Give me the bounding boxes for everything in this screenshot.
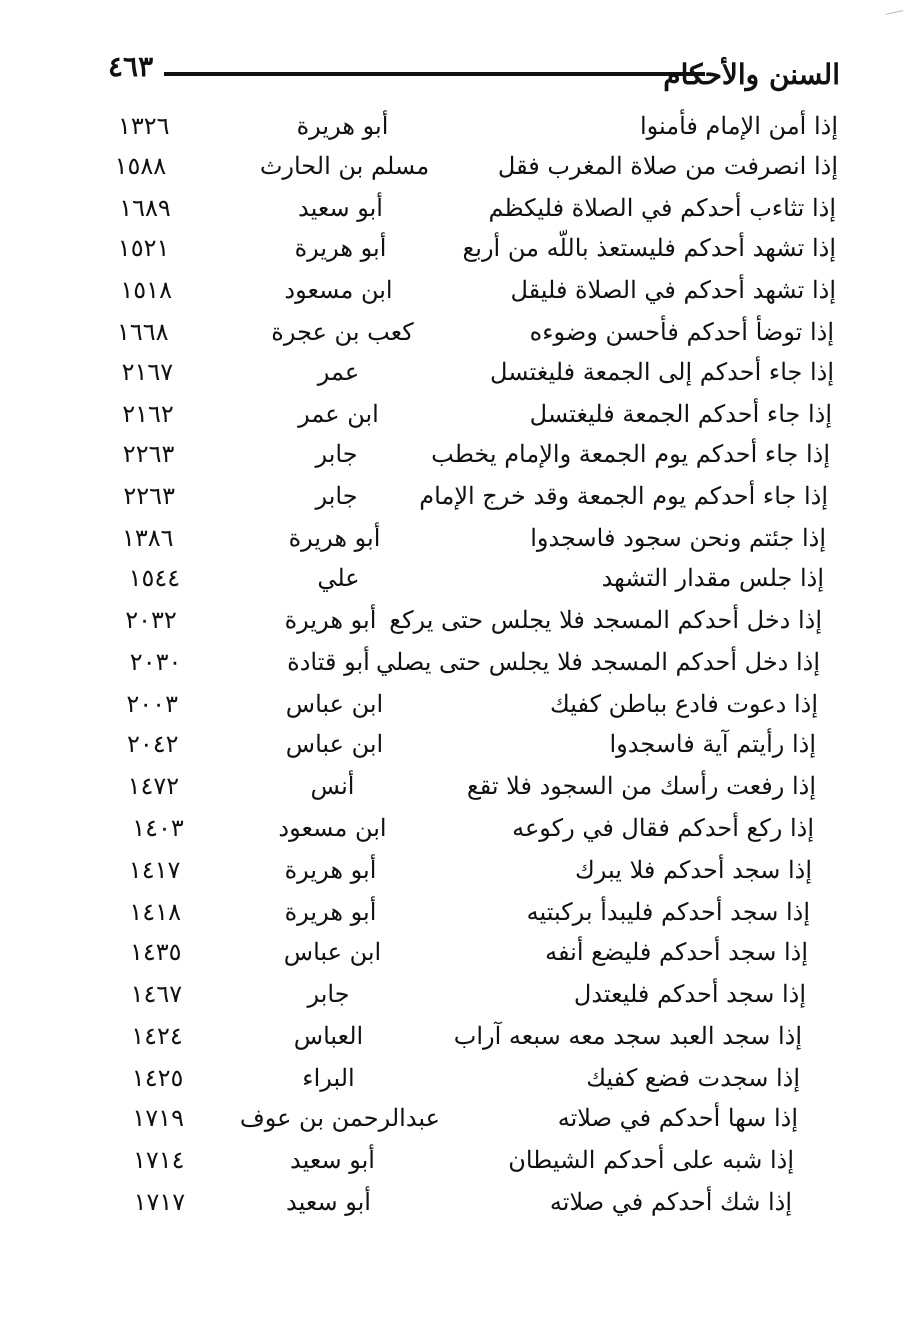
list-item: [0, 564, 916, 604]
hadith-number: ١٥٤٤: [128, 564, 181, 592]
hadith-text: إذا توضأ أحدكم فأحسن وضوءه: [529, 318, 834, 346]
hadith-text: إذا شك أحدكم في صلاته: [549, 1188, 792, 1216]
hadith-text: إذا جاء أحدكم يوم الجمعة وقد خرج الإمام: [419, 482, 828, 510]
list-item: [0, 400, 916, 440]
narrator-name: أبو هريرة: [284, 856, 377, 884]
hadith-text: إذا دخل أحدكم المسجد فلا يجلس حتى يركع: [389, 606, 822, 634]
hadith-text: إذا سها أحدكم في صلاته: [557, 1104, 798, 1132]
narrator-name: ابن عباس: [283, 938, 382, 966]
list-item: [0, 318, 916, 358]
narrator-name: عبدالرحمن بن عوف: [239, 1104, 440, 1132]
list-item: [0, 980, 916, 1020]
list-item: [0, 482, 916, 522]
narrator-name: أبو هريرة: [284, 898, 377, 926]
page-number: ٤٦٣: [108, 50, 154, 83]
hadith-number: ١٦٦٨: [117, 318, 169, 346]
hadith-number: ١٤٠٣: [132, 814, 184, 842]
hadith-text: إذا جاء أحدكم إلى الجمعة فليغتسل: [490, 358, 834, 386]
narrator-name: جابر: [315, 440, 358, 468]
header-rule: [164, 72, 705, 76]
hadith-text: إذا دعوت فادع بباطن كفيك: [550, 690, 818, 718]
hadith-number: ١٧١٩: [132, 1104, 184, 1132]
list-item: [0, 1064, 916, 1104]
narrator-name: ابن مسعود: [278, 814, 387, 842]
list-item: [0, 194, 916, 234]
hadith-text: إذا أمن الإمام فأمنوا: [639, 112, 838, 140]
hadith-text: إذا تشهد أحدكم فليستعذ باللّه من أربع: [462, 234, 836, 262]
narrator-name: كعب بن عجرة: [271, 318, 414, 346]
hadith-number: ٢٠٣٢: [125, 606, 177, 634]
list-item: [0, 690, 916, 730]
hadith-text: إذا تثاءب أحدكم في الصلاة فليكظم: [488, 194, 836, 222]
list-item: [0, 772, 916, 812]
narrator-name: أبو سعيد: [290, 1146, 375, 1174]
running-title: السنن والأحكام: [663, 58, 840, 91]
list-item: [0, 358, 916, 398]
hadith-text: إذا سجد أحدكم فليضع أنفه: [545, 938, 808, 966]
hadith-number: ١٤٢٥: [131, 1064, 184, 1092]
hadith-text: إذا سجد أحدكم فليعتدل: [573, 980, 806, 1008]
narrator-name: علي: [317, 564, 360, 592]
hadith-text: إذا جاء أحدكم الجمعة فليغتسل: [529, 400, 832, 428]
hadith-text: إذا جئتم ونحن سجود فاسجدوا: [530, 524, 826, 552]
narrator-name: العباس: [293, 1022, 364, 1050]
hadith-number: ١٤٢٤: [131, 1022, 183, 1050]
list-item: [0, 1104, 916, 1144]
narrator-name: أبو هريرة: [296, 112, 389, 140]
hadith-number: ١٤١٨: [129, 898, 181, 926]
hadith-number: ٢٠٤٢: [127, 730, 179, 758]
list-item: [0, 856, 916, 896]
hadith-number: ١٥١٨: [120, 276, 172, 304]
list-item: [0, 730, 916, 770]
list-item: [0, 440, 916, 480]
narrator-name: ابن عباس: [285, 690, 384, 718]
hadith-number: ٢٢٦٣: [123, 482, 175, 510]
page-header: [108, 50, 840, 100]
hadith-text: إذا رفعت رأسك من السجود فلا تقع: [466, 772, 816, 800]
hadith-text: إذا انصرفت من صلاة المغرب فقل: [497, 152, 838, 180]
list-item: [0, 112, 916, 152]
hadith-number: ١٣٨٦: [122, 524, 174, 552]
list-item: [0, 524, 916, 564]
list-item: [0, 276, 916, 316]
list-item: [0, 898, 916, 938]
narrator-name: عمر: [317, 358, 360, 386]
list-item: [0, 234, 916, 274]
hadith-number: ١٧١٧: [133, 1188, 186, 1216]
hadith-number: ١٤٣٥: [130, 938, 182, 966]
hadith-text: إذا سجدت فضع كفيك: [586, 1064, 800, 1092]
list-item: [0, 938, 916, 978]
narrator-name: أبو هريرة: [284, 606, 377, 634]
hadith-text: إذا سجد أحدكم فليبدأ بركبتيه: [526, 898, 810, 926]
narrator-name: ابن مسعود: [284, 276, 393, 304]
hadith-text: إذا سجد العبد سجد معه سبعه آراب: [453, 1022, 802, 1050]
hadith-number: ١٣٢٦: [118, 112, 170, 140]
hadith-number: ١٦٨٩: [119, 194, 171, 222]
narrator-name: جابر: [315, 482, 358, 510]
narrator-name: البراء: [302, 1064, 355, 1092]
hadith-number: ٢٢٦٣: [122, 440, 175, 468]
hadith-number: ٢٠٣٠: [129, 648, 182, 676]
narrator-name: أبو سعيد: [298, 194, 383, 222]
narrator-name: أبو هريرة: [288, 524, 381, 552]
hadith-number: ١٧١٤: [133, 1146, 185, 1174]
narrator-name: أبو سعيد: [286, 1188, 371, 1216]
list-item: [0, 814, 916, 854]
hadith-number: ١٤٦٧: [130, 980, 183, 1008]
list-item: [0, 1022, 916, 1062]
hadith-text: إذا تشهد أحدكم في الصلاة فليقل: [510, 276, 836, 304]
narrator-name: ابن عباس: [285, 730, 384, 758]
hadith-number: ٢١٦٢: [122, 400, 174, 428]
hadith-text: إذا شبه على أحدكم الشيطان: [508, 1146, 794, 1174]
hadith-number: ١٤١٧: [128, 856, 181, 884]
narrator-name: مسلم بن الحارث: [259, 152, 430, 180]
hadith-text: إذا جاء أحدكم يوم الجمعة والإمام يخطب: [431, 440, 830, 468]
page-edge-mark: [885, 10, 903, 15]
hadith-number: ٢٠٠٣: [126, 690, 178, 718]
narrator-name: جابر: [307, 980, 350, 1008]
narrator-name: أبو قتادة: [287, 648, 370, 676]
hadith-text: إذا جلس مقدار التشهد: [601, 564, 824, 592]
list-item: [0, 648, 916, 688]
hadith-text: إذا رأيتم آية فاسجدوا: [609, 730, 816, 758]
hadith-number: ١٤٧٢: [127, 772, 180, 800]
narrator-name: أبو هريرة: [294, 234, 387, 262]
list-item: [0, 1146, 916, 1186]
list-item: [0, 152, 916, 192]
hadith-number: ١٥٨٨: [114, 152, 167, 180]
narrator-name: أنس: [310, 772, 355, 800]
hadith-text: إذا سجد أحدكم فلا يبرك: [575, 856, 812, 884]
hadith-number: ٢١٦٧: [121, 358, 174, 386]
narrator-name: ابن عمر: [298, 400, 379, 428]
hadith-text: إذا ركع أحدكم فقال في ركوعه: [512, 814, 814, 842]
list-item: [0, 606, 916, 646]
hadith-text: إذا دخل أحدكم المسجد فلا يجلس حتى يصلي: [375, 648, 820, 676]
hadith-number: ١٥٢١: [117, 234, 170, 262]
list-item: [0, 1188, 916, 1228]
